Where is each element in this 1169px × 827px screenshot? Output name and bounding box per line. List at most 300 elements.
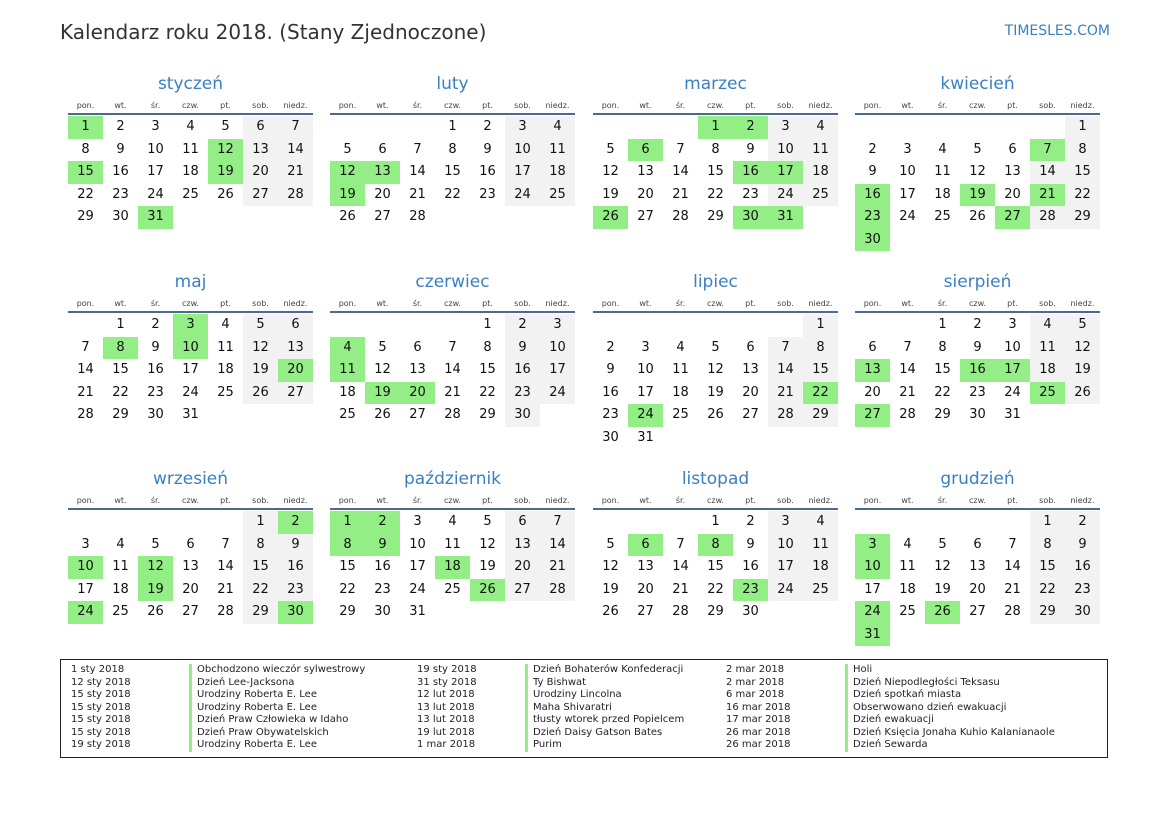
day-cell[interactable]: 3 — [505, 116, 540, 139]
holiday-day-cell[interactable]: 20 — [278, 359, 313, 382]
day-cell[interactable]: 15 — [243, 556, 278, 579]
day-cell[interactable]: 18 — [112, 581, 129, 597]
day-cell[interactable]: 12 — [602, 164, 619, 179]
day-cell[interactable]: 27 — [409, 407, 426, 422]
day-cell[interactable]: 26 — [339, 209, 356, 224]
day-cell[interactable]: 6 — [378, 141, 387, 157]
day-cell[interactable]: 26 — [602, 604, 619, 619]
day-cell[interactable]: 28 — [217, 604, 234, 619]
day-cell[interactable]: 15 — [934, 362, 951, 377]
day-cell[interactable]: 21 — [1004, 581, 1021, 597]
day-cell[interactable]: 14 — [409, 164, 426, 179]
day-cell[interactable]: 10 — [899, 164, 916, 179]
day-cell[interactable]: 29 — [1065, 206, 1100, 229]
day-cell[interactable]: 5 — [606, 141, 615, 157]
day-cell[interactable]: 8 — [448, 141, 457, 157]
day-cell[interactable]: 22 — [1065, 184, 1100, 207]
day-cell[interactable]: 19 — [707, 384, 724, 400]
day-cell[interactable]: 23 — [278, 579, 313, 602]
day-cell[interactable]: 21 — [899, 384, 916, 400]
day-cell[interactable]: 13 — [505, 534, 540, 557]
day-cell[interactable]: 24 — [505, 184, 540, 207]
day-cell[interactable]: 22 — [112, 384, 129, 400]
day-cell[interactable]: 15 — [112, 362, 129, 377]
day-cell[interactable]: 20 — [969, 581, 986, 597]
day-cell[interactable]: 12 — [602, 559, 619, 574]
day-cell[interactable]: 6 — [413, 339, 422, 355]
day-cell[interactable]: 26 — [217, 186, 234, 202]
day-cell[interactable]: 19 — [243, 359, 278, 382]
day-cell[interactable]: 30 — [374, 604, 391, 619]
holiday-day-cell[interactable]: 8 — [698, 534, 733, 557]
day-cell[interactable]: 10 — [505, 139, 540, 162]
day-cell[interactable]: 13 — [278, 337, 313, 360]
day-cell[interactable]: 5 — [606, 536, 615, 552]
day-cell[interactable]: 6 — [278, 314, 313, 337]
day-cell[interactable]: 15 — [444, 164, 461, 179]
day-cell[interactable]: 14 — [278, 139, 313, 162]
holiday-day-cell[interactable]: 10 — [173, 337, 208, 360]
day-cell[interactable]: 3 — [1008, 317, 1017, 332]
holiday-day-cell[interactable]: 11 — [330, 359, 365, 382]
holiday-day-cell[interactable]: 7 — [1030, 139, 1065, 162]
day-cell[interactable]: 14 — [217, 559, 234, 574]
holiday-day-cell[interactable]: 16 — [855, 184, 890, 207]
day-cell[interactable]: 7 — [903, 339, 912, 355]
day-cell[interactable]: 11 — [934, 164, 951, 179]
day-cell[interactable]: 8 — [1065, 139, 1100, 162]
day-cell[interactable]: 19 — [1065, 359, 1100, 382]
day-cell[interactable]: 11 — [182, 141, 199, 157]
day-cell[interactable]: 15 — [803, 359, 838, 382]
day-cell[interactable]: 7 — [1008, 536, 1017, 552]
day-cell[interactable]: 3 — [903, 141, 912, 157]
day-cell[interactable]: 6 — [1008, 141, 1017, 157]
day-cell[interactable]: 27 — [637, 209, 654, 224]
day-cell[interactable]: 28 — [672, 604, 689, 619]
day-cell[interactable]: 29 — [339, 604, 356, 619]
holiday-day-cell[interactable]: 27 — [855, 404, 890, 427]
day-cell[interactable]: 25 — [803, 579, 838, 602]
day-cell[interactable]: 4 — [540, 116, 575, 139]
day-cell[interactable]: 18 — [1030, 359, 1065, 382]
day-cell[interactable]: 26 — [147, 604, 164, 619]
holiday-day-cell[interactable]: 12 — [138, 556, 173, 579]
day-cell[interactable]: 24 — [182, 384, 199, 400]
day-cell[interactable]: 10 — [637, 362, 654, 377]
day-cell[interactable]: 4 — [448, 514, 457, 529]
day-cell[interactable]: 1 — [938, 317, 947, 332]
day-cell[interactable]: 18 — [803, 161, 838, 184]
holiday-day-cell[interactable]: 24 — [628, 404, 663, 427]
day-cell[interactable]: 24 — [899, 209, 916, 224]
day-cell[interactable]: 29 — [112, 407, 129, 422]
day-cell[interactable]: 26 — [969, 209, 986, 224]
day-cell[interactable]: 16 — [742, 559, 759, 574]
day-cell[interactable]: 28 — [278, 184, 313, 207]
day-cell[interactable]: 20 — [637, 581, 654, 597]
day-cell[interactable]: 16 — [1065, 556, 1100, 579]
day-cell[interactable]: 26 — [374, 407, 391, 422]
day-cell[interactable]: 29 — [77, 209, 94, 224]
day-cell[interactable]: 27 — [182, 604, 199, 619]
day-cell[interactable]: 9 — [868, 164, 877, 179]
day-cell[interactable]: 7 — [278, 116, 313, 139]
holiday-day-cell[interactable]: 1 — [698, 116, 733, 139]
day-cell[interactable]: 10 — [540, 337, 575, 360]
day-cell[interactable]: 22 — [707, 581, 724, 597]
day-cell[interactable]: 21 — [409, 186, 426, 202]
holiday-day-cell[interactable]: 16 — [733, 161, 768, 184]
day-cell[interactable]: 2 — [483, 119, 492, 134]
day-cell[interactable]: 10 — [147, 141, 164, 157]
day-cell[interactable]: 23 — [1065, 579, 1100, 602]
day-cell[interactable]: 29 — [1030, 601, 1065, 624]
day-cell[interactable]: 25 — [899, 604, 916, 619]
day-cell[interactable]: 18 — [182, 164, 199, 179]
holiday-day-cell[interactable]: 19 — [960, 184, 995, 207]
day-cell[interactable]: 8 — [938, 339, 947, 355]
day-cell[interactable]: 20 — [742, 384, 759, 400]
day-cell[interactable]: 13 — [637, 559, 654, 574]
day-cell[interactable]: 18 — [899, 581, 916, 597]
day-cell[interactable]: 3 — [540, 314, 575, 337]
day-cell[interactable]: 31 — [1004, 407, 1021, 422]
day-cell[interactable]: 13 — [637, 164, 654, 179]
day-cell[interactable]: 7 — [540, 511, 575, 534]
day-cell[interactable]: 5 — [243, 314, 278, 337]
day-cell[interactable]: 2 — [151, 317, 160, 332]
day-cell[interactable]: 13 — [742, 362, 759, 377]
day-cell[interactable]: 23 — [505, 382, 540, 405]
day-cell[interactable]: 18 — [803, 556, 838, 579]
day-cell[interactable]: 4 — [803, 511, 838, 534]
day-cell[interactable]: 12 — [374, 362, 391, 377]
day-cell[interactable]: 22 — [707, 186, 724, 202]
day-cell[interactable]: 2 — [505, 314, 540, 337]
day-cell[interactable]: 20 — [374, 186, 391, 202]
day-cell[interactable]: 10 — [1004, 339, 1021, 355]
holiday-day-cell[interactable]: 1 — [68, 116, 103, 139]
day-cell[interactable]: 4 — [1030, 314, 1065, 337]
day-cell[interactable]: 16 — [505, 359, 540, 382]
holiday-day-cell[interactable]: 30 — [278, 601, 313, 624]
holiday-day-cell[interactable]: 26 — [925, 601, 960, 624]
day-cell[interactable]: 5 — [711, 339, 720, 355]
day-cell[interactable]: 28 — [672, 209, 689, 224]
day-cell[interactable]: 28 — [409, 209, 426, 224]
day-cell[interactable]: 18 — [672, 384, 689, 400]
day-cell[interactable]: 2 — [868, 141, 877, 157]
holiday-day-cell[interactable]: 6 — [628, 534, 663, 557]
day-cell[interactable]: 14 — [899, 362, 916, 377]
day-cell[interactable]: 26 — [1065, 382, 1100, 405]
day-cell[interactable]: 14 — [768, 359, 803, 382]
day-cell[interactable]: 2 — [116, 119, 125, 134]
day-cell[interactable]: 30 — [742, 604, 759, 619]
day-cell[interactable]: 30 — [602, 429, 619, 445]
day-cell[interactable]: 5 — [378, 339, 387, 355]
holiday-day-cell[interactable]: 2 — [365, 511, 400, 534]
day-cell[interactable]: 23 — [479, 186, 496, 202]
day-cell[interactable]: 13 — [969, 559, 986, 574]
day-cell[interactable]: 14 — [672, 559, 689, 574]
holiday-day-cell[interactable]: 13 — [855, 359, 890, 382]
holiday-day-cell[interactable]: 3 — [173, 314, 208, 337]
day-cell[interactable]: 31 — [637, 429, 654, 445]
day-cell[interactable]: 8 — [243, 534, 278, 557]
holiday-day-cell[interactable]: 22 — [803, 382, 838, 405]
day-cell[interactable]: 12 — [479, 536, 496, 552]
day-cell[interactable]: 24 — [768, 579, 803, 602]
day-cell[interactable]: 16 — [602, 384, 619, 400]
day-cell[interactable]: 9 — [746, 141, 755, 157]
holiday-day-cell[interactable]: 19 — [138, 579, 173, 602]
day-cell[interactable]: 9 — [278, 534, 313, 557]
day-cell[interactable]: 29 — [934, 407, 951, 422]
day-cell[interactable]: 2 — [973, 317, 982, 332]
day-cell[interactable]: 3 — [151, 119, 160, 134]
holiday-day-cell[interactable]: 23 — [855, 206, 890, 229]
day-cell[interactable]: 21 — [278, 161, 313, 184]
day-cell[interactable]: 28 — [1004, 604, 1021, 619]
day-cell[interactable]: 26 — [707, 407, 724, 422]
day-cell[interactable]: 1 — [1030, 511, 1065, 534]
day-cell[interactable]: 24 — [409, 581, 426, 597]
day-cell[interactable]: 28 — [1030, 206, 1065, 229]
holiday-day-cell[interactable]: 23 — [733, 579, 768, 602]
day-cell[interactable]: 22 — [243, 579, 278, 602]
day-cell[interactable]: 13 — [182, 559, 199, 574]
day-cell[interactable]: 17 — [768, 556, 803, 579]
holiday-day-cell[interactable]: 8 — [103, 337, 138, 360]
day-cell[interactable]: 11 — [112, 559, 129, 574]
holiday-day-cell[interactable]: 27 — [995, 206, 1030, 229]
holiday-day-cell[interactable]: 2 — [278, 511, 313, 534]
day-cell[interactable]: 9 — [505, 337, 540, 360]
day-cell[interactable]: 24 — [768, 184, 803, 207]
day-cell[interactable]: 9 — [116, 141, 125, 157]
day-cell[interactable]: 12 — [1065, 337, 1100, 360]
day-cell[interactable]: 30 — [969, 407, 986, 422]
day-cell[interactable]: 14 — [444, 362, 461, 377]
day-cell[interactable]: 23 — [112, 186, 129, 202]
holiday-day-cell[interactable]: 25 — [1030, 382, 1065, 405]
day-cell[interactable]: 6 — [746, 339, 755, 355]
holiday-day-cell[interactable]: 6 — [628, 139, 663, 162]
day-cell[interactable]: 8 — [483, 339, 492, 355]
holiday-day-cell[interactable]: 18 — [435, 556, 470, 579]
day-cell[interactable]: 9 — [746, 536, 755, 552]
day-cell[interactable]: 14 — [77, 362, 94, 377]
day-cell[interactable]: 28 — [540, 579, 575, 602]
day-cell[interactable]: 7 — [676, 141, 685, 157]
day-cell[interactable]: 23 — [742, 186, 759, 202]
day-cell[interactable]: 10 — [768, 139, 803, 162]
day-cell[interactable]: 25 — [803, 184, 838, 207]
day-cell[interactable]: 21 — [77, 384, 94, 400]
day-cell[interactable]: 29 — [707, 604, 724, 619]
day-cell[interactable]: 19 — [479, 559, 496, 574]
holiday-day-cell[interactable]: 26 — [593, 206, 628, 229]
day-cell[interactable]: 4 — [186, 119, 195, 134]
day-cell[interactable]: 17 — [77, 581, 94, 597]
day-cell[interactable]: 5 — [221, 119, 230, 134]
day-cell[interactable]: 22 — [444, 186, 461, 202]
day-cell[interactable]: 8 — [81, 141, 90, 157]
day-cell[interactable]: 18 — [934, 186, 951, 202]
day-cell[interactable]: 16 — [479, 164, 496, 179]
day-cell[interactable]: 12 — [707, 362, 724, 377]
day-cell[interactable]: 9 — [151, 339, 160, 355]
holiday-day-cell[interactable]: 31 — [855, 624, 890, 647]
day-cell[interactable]: 24 — [1004, 384, 1021, 400]
day-cell[interactable]: 25 — [934, 209, 951, 224]
day-cell[interactable]: 11 — [803, 139, 838, 162]
holiday-day-cell[interactable]: 9 — [365, 534, 400, 557]
day-cell[interactable]: 27 — [742, 407, 759, 422]
day-cell[interactable]: 11 — [899, 559, 916, 574]
holiday-day-cell[interactable]: 8 — [330, 534, 365, 557]
day-cell[interactable]: 11 — [540, 139, 575, 162]
holiday-day-cell[interactable]: 12 — [330, 161, 365, 184]
day-cell[interactable]: 14 — [540, 534, 575, 557]
day-cell[interactable]: 11 — [1030, 337, 1065, 360]
day-cell[interactable]: 20 — [243, 161, 278, 184]
day-cell[interactable]: 23 — [602, 407, 619, 422]
day-cell[interactable]: 3 — [768, 116, 803, 139]
day-cell[interactable]: 4 — [903, 536, 912, 552]
day-cell[interactable]: 11 — [444, 536, 461, 552]
day-cell[interactable]: 25 — [182, 186, 199, 202]
day-cell[interactable]: 28 — [444, 407, 461, 422]
day-cell[interactable]: 28 — [77, 407, 94, 422]
day-cell[interactable]: 1 — [1065, 116, 1100, 139]
day-cell[interactable]: 21 — [672, 581, 689, 597]
day-cell[interactable]: 2 — [746, 514, 755, 529]
holiday-day-cell[interactable]: 20 — [400, 382, 435, 405]
holiday-day-cell[interactable]: 4 — [330, 337, 365, 360]
day-cell[interactable]: 19 — [934, 581, 951, 597]
day-cell[interactable]: 17 — [899, 186, 916, 202]
holiday-day-cell[interactable]: 15 — [68, 161, 103, 184]
day-cell[interactable]: 7 — [413, 141, 422, 157]
day-cell[interactable]: 21 — [672, 186, 689, 202]
day-cell[interactable]: 27 — [374, 209, 391, 224]
day-cell[interactable]: 23 — [374, 581, 391, 597]
day-cell[interactable]: 16 — [374, 559, 391, 574]
day-cell[interactable]: 16 — [147, 362, 164, 377]
day-cell[interactable]: 4 — [676, 339, 685, 355]
day-cell[interactable]: 4 — [938, 141, 947, 157]
day-cell[interactable]: 15 — [1065, 161, 1100, 184]
day-cell[interactable]: 12 — [969, 164, 986, 179]
day-cell[interactable]: 4 — [116, 536, 125, 552]
day-cell[interactable]: 7 — [221, 536, 230, 552]
day-cell[interactable]: 29 — [803, 404, 838, 427]
day-cell[interactable]: 25 — [112, 604, 129, 619]
day-cell[interactable]: 23 — [147, 384, 164, 400]
day-cell[interactable]: 14 — [1030, 161, 1065, 184]
day-cell[interactable]: 31 — [409, 604, 426, 619]
day-cell[interactable]: 6 — [243, 116, 278, 139]
day-cell[interactable]: 20 — [864, 384, 881, 400]
holiday-day-cell[interactable]: 31 — [768, 206, 803, 229]
day-cell[interactable]: 30 — [147, 407, 164, 422]
day-cell[interactable]: 7 — [768, 337, 803, 360]
day-cell[interactable]: 5 — [151, 536, 160, 552]
day-cell[interactable]: 20 — [1004, 186, 1021, 202]
day-cell[interactable]: 2 — [606, 339, 615, 355]
day-cell[interactable]: 20 — [637, 186, 654, 202]
holiday-day-cell[interactable]: 26 — [470, 579, 505, 602]
day-cell[interactable]: 18 — [217, 362, 234, 377]
day-cell[interactable]: 23 — [969, 384, 986, 400]
day-cell[interactable]: 3 — [768, 511, 803, 534]
day-cell[interactable]: 15 — [707, 164, 724, 179]
holiday-day-cell[interactable]: 31 — [138, 206, 173, 229]
day-cell[interactable]: 25 — [217, 384, 234, 400]
day-cell[interactable]: 19 — [602, 186, 619, 202]
day-cell[interactable]: 5 — [1065, 314, 1100, 337]
day-cell[interactable]: 20 — [505, 556, 540, 579]
day-cell[interactable]: 11 — [672, 362, 689, 377]
day-cell[interactable]: 9 — [483, 141, 492, 157]
day-cell[interactable]: 17 — [505, 161, 540, 184]
holiday-day-cell[interactable]: 13 — [365, 161, 400, 184]
holiday-day-cell[interactable]: 19 — [330, 184, 365, 207]
day-cell[interactable]: 1 — [711, 514, 720, 529]
day-cell[interactable]: 3 — [641, 339, 650, 355]
day-cell[interactable]: 21 — [540, 556, 575, 579]
holiday-day-cell[interactable]: 24 — [855, 601, 890, 624]
day-cell[interactable]: 30 — [505, 404, 540, 427]
day-cell[interactable]: 17 — [864, 581, 881, 597]
day-cell[interactable]: 18 — [540, 161, 575, 184]
day-cell[interactable]: 1 — [243, 511, 278, 534]
day-cell[interactable]: 1 — [116, 317, 125, 332]
day-cell[interactable]: 8 — [803, 337, 838, 360]
day-cell[interactable]: 29 — [243, 601, 278, 624]
day-cell[interactable]: 10 — [409, 536, 426, 552]
holiday-day-cell[interactable]: 30 — [733, 206, 768, 229]
day-cell[interactable]: 30 — [1065, 601, 1100, 624]
day-cell[interactable]: 15 — [479, 362, 496, 377]
day-cell[interactable]: 17 — [182, 362, 199, 377]
day-cell[interactable]: 4 — [803, 116, 838, 139]
holiday-day-cell[interactable]: 17 — [768, 161, 803, 184]
day-cell[interactable]: 5 — [483, 514, 492, 529]
holiday-day-cell[interactable]: 30 — [855, 229, 890, 252]
holiday-day-cell[interactable]: 17 — [995, 359, 1030, 382]
day-cell[interactable]: 6 — [505, 511, 540, 534]
holiday-day-cell[interactable]: 1 — [330, 511, 365, 534]
day-cell[interactable]: 14 — [1004, 559, 1021, 574]
day-cell[interactable]: 5 — [343, 141, 352, 157]
day-cell[interactable]: 8 — [1030, 534, 1065, 557]
day-cell[interactable]: 9 — [973, 339, 982, 355]
day-cell[interactable]: 7 — [676, 536, 685, 552]
day-cell[interactable]: 17 — [409, 559, 426, 574]
site-link[interactable]: TIMESLES.COM — [1004, 23, 1110, 39]
day-cell[interactable]: 27 — [278, 382, 313, 405]
day-cell[interactable]: 16 — [278, 556, 313, 579]
day-cell[interactable]: 12 — [243, 337, 278, 360]
day-cell[interactable]: 3 — [413, 514, 422, 529]
holiday-day-cell[interactable]: 10 — [855, 556, 890, 579]
day-cell[interactable]: 1 — [448, 119, 457, 134]
day-cell[interactable]: 11 — [803, 534, 838, 557]
